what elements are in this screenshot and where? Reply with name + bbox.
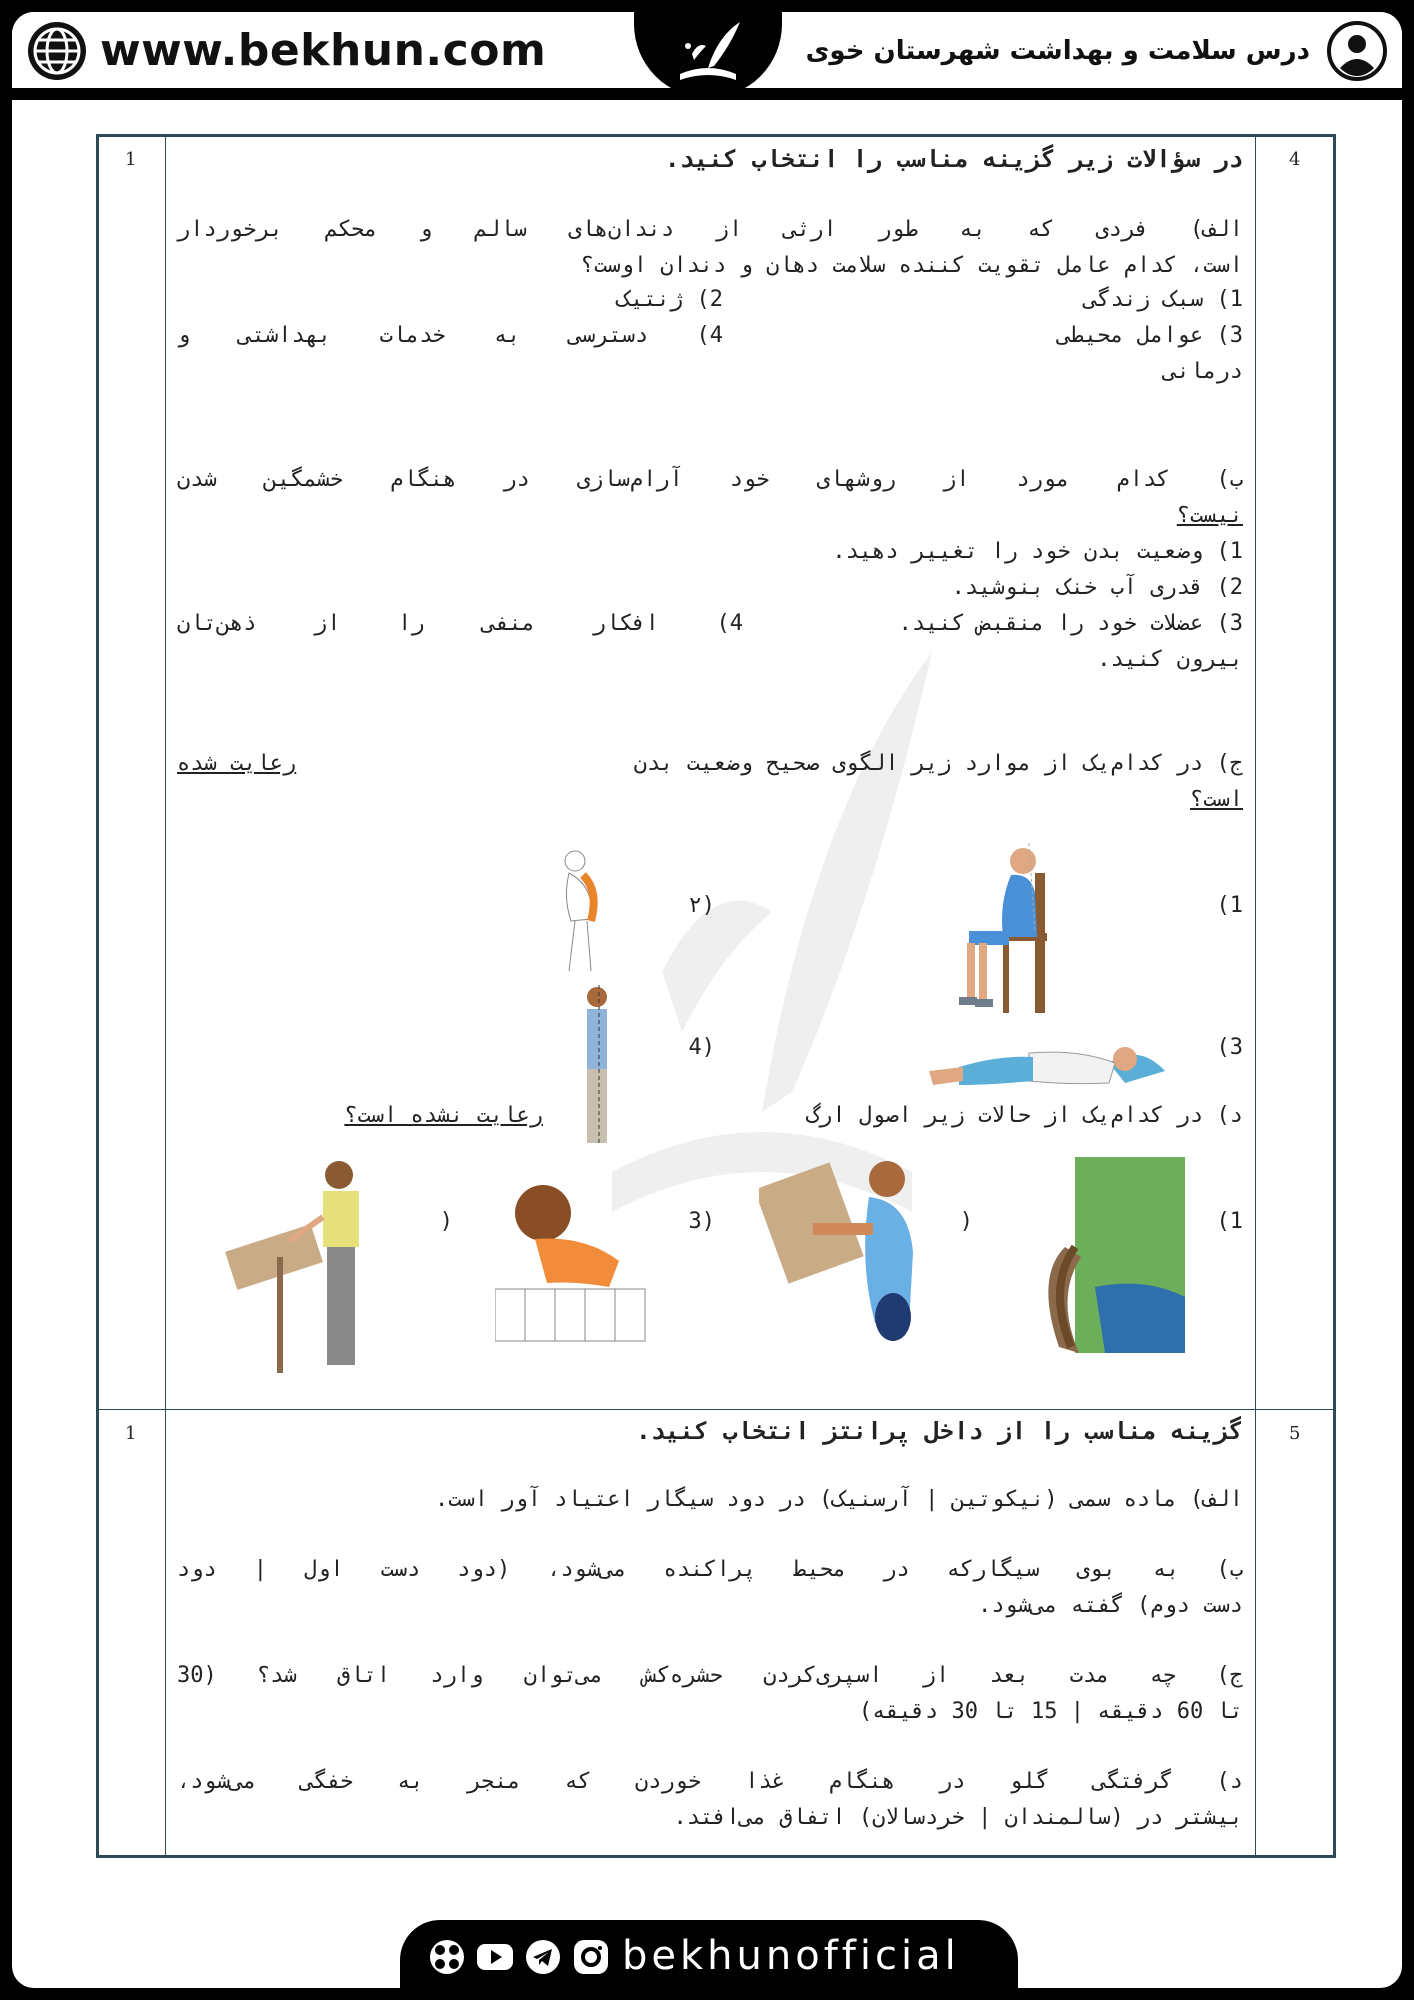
score-column-divider [165,137,166,1855]
standing-upright-figure [567,985,627,1147]
bag-strap-figure [1035,1157,1185,1353]
user-avatar-icon [1326,20,1388,82]
q4d-label-2[interactable]: ( [959,1209,973,1234]
q5-part-c-line2: تا 60 دقیقه | 15 تا 30 دقیقه) [858,1699,1243,1724]
q4b-line2 [1177,503,1243,528]
q4d-line1-end [344,1103,543,1128]
standing-side-posture-figure [539,847,629,977]
q4b-not-underlined: نیست؟ [1176,503,1243,528]
q5-part-b-line1: ب) به بوی سیگارکه در محیط پراکنده می‌شود، (دود دست اول | دود [177,1557,1243,1582]
questions-table [96,134,1336,1858]
q4b-option-4[interactable]: 4) افکار منفی را از ذهن‌تان [177,611,743,636]
q4b-option-3[interactable]: 3) عضلات خود را منقبض کنید. [898,611,1243,636]
q5-content [177,1409,1243,1849]
q5-part-c-line1: ج) چه مدت بعد از اسپری‌کردن حشره‌کش می‌توان وارد اتاق شد؟ (30 [177,1663,1243,1688]
child-reaching-figure [495,1177,655,1347]
q4a-line1: الف) فردی که به طور ارثی از دندان‌های سالم و محکم برخوردار [177,217,1243,242]
q4a-option-4-cont: درمانی [1163,359,1243,384]
q4a-option-1[interactable]: 1) سبک زندگی [1084,287,1243,312]
q4-score: 1 [125,149,137,170]
page [12,12,1402,1988]
standing-desk-figure [219,1157,399,1377]
aparat-icon[interactable] [428,1938,466,1976]
q4c-label-3[interactable]: 3) [1216,1035,1243,1060]
q4c-underlined-2: است؟ [1190,787,1243,812]
q4b-option-4-cont: بیرون کنید. [1097,647,1243,672]
q4c-line1-text: ج) در کدام‌یک از موارد زیر الگوی صحیح وضعیت بدن [633,751,1243,776]
q4c-label-1[interactable]: 1) [1216,893,1243,918]
q4c-line2 [1190,787,1243,812]
q5-part-a: الف) ماده سمی (نیکوتین | آرسنیک) در دود سیگار اعتیاد آور است. [435,1487,1243,1512]
q4a-option-3[interactable]: 3) عوامل محیطی [1057,323,1243,348]
q4d-label-1[interactable]: 1) [1216,1209,1243,1234]
footer-social-bar [400,1920,1018,1988]
brand-logo [634,12,782,98]
site-url[interactable]: www.bekhun.com [100,25,547,76]
q4d-label-4[interactable]: ( [439,1209,453,1234]
q4c-line1 [177,751,1243,776]
q4d-line1-text: د) در کدام‌یک از حالات زیر اصول ارگ [805,1103,1243,1128]
quill-book-icon [668,16,748,92]
q4c-underlined: رعایت شده [177,751,297,776]
q4b-option-2[interactable]: 2) قدری آب خنک بنوشید. [951,575,1243,600]
q5-heading: گزینه مناسب را از داخل پرانتز انتخاب کنید. [636,1417,1243,1445]
q4a-option-2[interactable]: 2) ژنتیک [617,287,723,312]
telegram-icon[interactable] [524,1938,562,1976]
youtube-icon[interactable] [476,1938,514,1976]
q4-number: 4 [1289,149,1301,170]
page-title: درس سلامت و بهداشت شهرستان خوی [805,36,1310,66]
number-column-divider [1255,137,1256,1855]
q4d-underlined: رعایت نشده است؟ [344,1103,543,1128]
desk-writing-figure [759,1153,929,1343]
q5-part-d-line2: بیشتر در (سالمندان | خردسالان) اتفاق می‌افتد. [673,1805,1243,1830]
instagram-icon[interactable] [572,1938,610,1976]
header [12,12,1402,92]
q4-heading: در سؤالات زیر گزینه مناسب را انتخاب کنید. [665,145,1243,173]
header-divider [12,88,1402,100]
q4a-line2: است، کدام عامل تقویت کننده سلامت دهان و دندان اوست؟ [580,253,1243,278]
q4d-label-3[interactable]: (3 [688,1209,715,1234]
q4d-line1 [806,1103,1243,1128]
q5-score: 1 [125,1423,137,1444]
sitting-posture-figure [939,833,1089,1017]
q5-part-b-line2: دست دوم) گفته می‌شود. [978,1593,1243,1618]
social-handle[interactable]: bekhunofficial [622,1933,960,1979]
q4b-line1: ب) کدام مورد از روشهای خود آرام‌سازی در هنگام خشمگین شدن [177,467,1243,492]
q4b-option-1[interactable]: 1) وضعیت بدن خود را تغییر دهید. [832,539,1243,564]
q4a-option-4[interactable]: 4) دسترسی به خدمات بهداشتی و [177,323,723,348]
q5-number: 5 [1289,1423,1301,1444]
q4c-label-2[interactable]: (۲ [688,893,715,918]
globe-icon [26,20,88,82]
lying-posture-figure [929,1023,1169,1103]
q4c-label-4[interactable]: (4 [688,1035,715,1060]
q5-part-d-line1: د) گرفتگی گلو در هنگام غذا خوردن که منجر به خفگی می‌شود، [177,1769,1243,1794]
